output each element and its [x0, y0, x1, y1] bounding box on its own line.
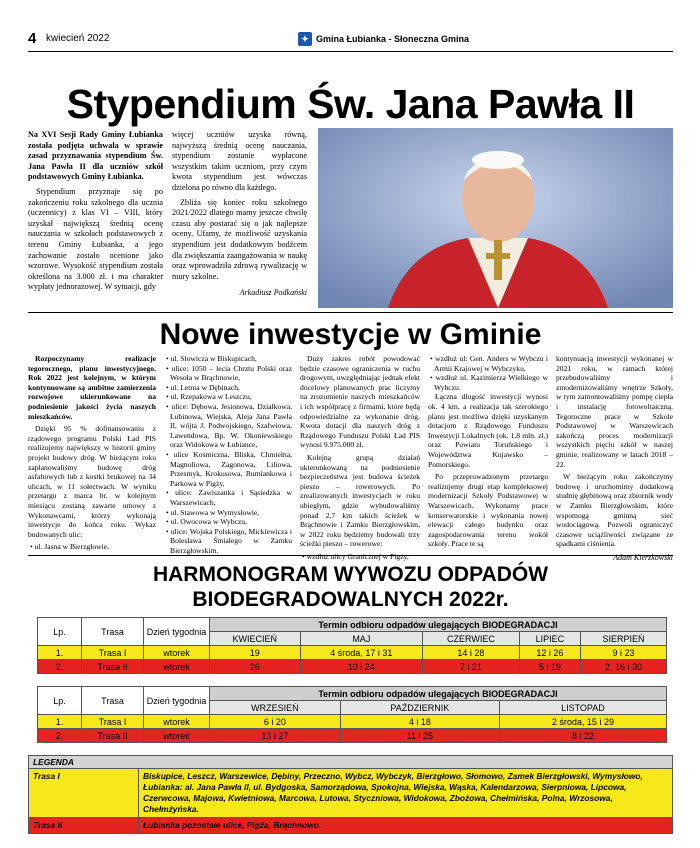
- row-date: 19: [210, 646, 301, 660]
- row-date: 8 i 22: [499, 729, 666, 743]
- schedule-table-2: [37, 686, 667, 743]
- table-row: [38, 715, 667, 729]
- list-item: • ul. Rzepakowa w Leszczu,: [164, 392, 292, 402]
- article1-paragraph: Stypendium przyznaje się po zakończeniu roku szkolnego dla ucznia (uczennicy) z klas VI – VIII, który uzyskał największą średnią ocenę nauczania w szkołach podstawowych z terenu Gminy Łubianka, a jego zachowanie zostało ocenione jako wzorowe. Wysokość stypendium została określona na 3.000 zł. i ma charakter wypłaty jednorazowej. W sytuacji, gdy: [28, 186, 163, 292]
- streets-list: [28, 542, 156, 552]
- article2-paragraph: kontynuacją inwestycji wykonanej w 2021 roku, w ramach której przebudowaliśmy i zmodernizowaliśmy wnętrze Szkoły, w tym zamontowaliśmy pompę ciepła i instalację fotowoltaiczną. Tegoroczne prace w Szkole Podstawowej w Warszewicach zakończą proces modernizacji wszystkich pięciu szkół w naszej gminie, realizowany w latach 2018 – 22.: [556, 354, 673, 469]
- list-item: • wzdłuż ulicy Granicznej w Pigży,: [300, 552, 420, 562]
- row-day: wtorek: [144, 729, 210, 743]
- article2-paragraph: W bieżącym roku zakończymy budowę i uruchomimy dodatkową studnię głębinową oraz zbiornik wody w Zamku Bierzgłowskim, które wspomogą gminną sieć wodociągową. Pozwoli ograniczyć czasowe uciążliwości związane ze spadkami ciśnienia.: [556, 472, 673, 549]
- month-header: CZERWIEC: [423, 632, 520, 646]
- row-day: wtorek: [144, 660, 210, 674]
- row-date: 26: [210, 660, 301, 674]
- term-header: Termin odbioru odpadów ulegających BIODEGRADACJI: [210, 618, 667, 632]
- row-trasa: Trasa II: [82, 660, 144, 674]
- row-day: wtorek: [144, 715, 210, 729]
- article2-paragraph: Kolejną grupą działań ukierunkowaną na podniesienie bezpieczeństwa jest budowa ścieżek pieszo – rowerowych. Po zrealizowanych inwestycjach w roku ubiegłym, gdzie wybudowaliśmy ponad 2,7 km takich ścieżek w Brąchnowie i Zamku Bierzgłowskim, w 2022 roku będziemy budowali trzy ścieżki pieszo – rowerowe:: [300, 452, 420, 549]
- pope-portrait-image: [318, 128, 673, 308]
- schedule-table-1: [37, 617, 667, 674]
- month-header: WRZESIEŃ: [210, 701, 341, 715]
- col-day: Dzień tygodnia: [144, 618, 210, 646]
- row-trasa: Trasa I: [82, 646, 144, 660]
- row-date: 2 środa, 15 i 29: [499, 715, 666, 729]
- section-headline: Nowe inwestycje w Gminie: [28, 312, 673, 353]
- legend-row: [29, 818, 672, 833]
- legend-key: Trasa II: [29, 818, 139, 833]
- row-date: 12 i 26: [519, 646, 580, 660]
- col-trasa: Trasa: [82, 687, 144, 715]
- article1-paragraph: Zbliża się koniec roku szkolnego 2021/2022 dlatego mamy jeszcze chwilę czasu aby postarać się o jak najlepsze oceny. Ufamy, że możliwość uzyskania stypendium jest dodatkowym bodźcem dla zwiększania zaangażowania w naukę oraz wprowadziła zdrową rywalizację w mury szkolne.: [172, 197, 307, 281]
- legend-title: LEGENDA: [29, 756, 672, 769]
- legend-key: Trasa I: [29, 769, 139, 817]
- row-date: 5 i 19: [519, 660, 580, 674]
- list-item: • ul. Owocowa w Wybczu,: [164, 517, 292, 527]
- row-lp: 2.: [38, 660, 82, 674]
- list-item: • wzdłuż ul: Gen. Anders w Wybczu i Armii Krajowej w Wybczyku,: [428, 354, 548, 373]
- row-trasa: Trasa I: [82, 715, 144, 729]
- schedule-title: [28, 552, 673, 612]
- month-header: SIERPIEŃ: [581, 632, 667, 646]
- schedule-title-line2: BIODEGRADOWALNYCH 2022r.: [192, 588, 509, 611]
- legend-value: Łubianka pozostałe ulice, Pigża, Brąchnowo.: [139, 818, 672, 833]
- list-item: • ulice: 1050 – lecia Chrztu Polski oraz Wesoła w Brąchnowie,: [164, 364, 292, 383]
- row-date: 11 i 25: [340, 729, 499, 743]
- article2-col1: [28, 354, 156, 552]
- month-header: PAŹDZIERNIK: [340, 701, 499, 715]
- month-header: MAJ: [300, 632, 423, 646]
- article2-paragraph: Dzięki 95 % dofinansowaniu z rządowego programu Polski Ład PIS realizujemy największy w historii gminy projekt budowy dróg. W bieżącym roku zaplanowaliśmy budowę dróg asfaltowych lub z kostki brukowej na 34 ulicach, w 11 sołectwach. W wyniku przetargu z marca br. w kolejnym miesiącu zostaną zawarte umowy z Wykonawcami, którzy wykonają inwestycje do końca roku. Wykaz budowanych ulic:: [28, 424, 156, 539]
- month-header: LIPIEC: [519, 632, 580, 646]
- row-date: 4 i 18: [340, 715, 499, 729]
- row-trasa: Trasa II: [82, 729, 144, 743]
- row-lp: 1.: [38, 646, 82, 660]
- article2-col4: [428, 354, 548, 552]
- list-item: • ul. Słowicza w Biskupicach,: [164, 354, 292, 364]
- article2-signature: Adam Kierzkowski: [613, 552, 673, 562]
- row-date: 9 i 23: [581, 646, 667, 660]
- list-item: • ulice: Wojska Polskiego, Mickiewicza i Bolesława Śmiałego w Zamku Bierzgłowskim.: [164, 527, 292, 556]
- article1-lead: Na XVI Sesji Rady Gminy Łubianka została podjęta uchwała w sprawie zasad przyznawania stypendium Św. Jana Pawła II dla uczniów szkół podstawowych Gminy Łubianka.: [28, 130, 163, 182]
- legend-row: [29, 769, 672, 818]
- list-item: • ulice: Dębowa, Jesionowa, Działkowa, Łubinowa, Wiejska, Aleja Jana Pawła II, wójta J. Podwojskiego, Szafwiowa, Lawendowa, Bp. W. Okoniewskiego oraz Widokowa w Łubiance,: [164, 402, 292, 450]
- row-day: wtorek: [144, 646, 210, 660]
- brand-name: Gmina Łubianka - Słoneczna Gmina: [316, 34, 470, 44]
- legend-box: [28, 755, 673, 834]
- list-item: • wzdłuż ul. Kazimierza Wielkiego w Wybczu.: [428, 373, 548, 392]
- row-date: 10 i 24: [300, 660, 423, 674]
- pope-photo: [318, 128, 673, 308]
- article2-paragraph: Duży zakres robót powodować będzie czasowe ograniczenia w ruchu drogowym, uwzględniając jednak efekt docelowy planowanych prac liczymy na zrozumienie naszych mieszkańców i ich współpracę z firmami, które będą odpowiedzialne za wykonanie dróg. Kwota dotacji dla naszych dróg z Rządowego Funduszu Polski Ład PIS wynosi 9.975.000 zł.: [300, 354, 420, 450]
- month-header: LISTOPAD: [499, 701, 666, 715]
- col-trasa: Trasa: [82, 618, 144, 646]
- article2-paragraph: Po przeprowadzonym przetargu realizujemy drugi etap kompleksowej modernizacji Szkoły Podstawowej w Warszewicach. Wykonamy prace konserwatorskie i wykonania nowej elewacji całego budynku oraz zagospodarowania terenu wokół szkoły. Prace te są: [428, 472, 548, 549]
- row-date: 4 środa, 17 i 31: [300, 646, 423, 660]
- row-date: 13 i 27: [210, 729, 341, 743]
- row-date: 2, 16 i 30: [581, 660, 667, 674]
- table-row: [38, 646, 667, 660]
- row-lp: 1.: [38, 715, 82, 729]
- streets-list: [164, 354, 292, 555]
- row-lp: 2.: [38, 729, 82, 743]
- legend-value: Biskupice, Leszcz, Warszewice, Dębiny, Przeczno, Wybcz, Wybczyk, Bierzgłowo, Słomowo, Zamek Bierzgłowski, Wymysłowo, Łubianka: al. Jana Pawła II, ul. Bydgoska, Samorządowa, Spokojna, Wiejska, Wąska, Kalendarzowa, Sierpniowa, Lipcowa, Czerwcowa, Majowa, Kwietniowa, Marcowa, Lutowa, Styczniowa, Widokowa, Zbożowa, Chełmińska, Polna, Wrzosowa, Chełmżyńska.: [139, 769, 672, 817]
- article2-paragraph: Łączna długość inwestycji wynosi ok. 4 km, a realizacja tak szerokiego planu jest możliwa dzięki uzyskanym dotacjom z Rządowego Funduszu Inwestycji Lokalnych (ok. 1,8 mln. zł.) oraz Powiatu Toruńskiego i Województwa Kujawsko – Pomorskiego.: [428, 392, 548, 469]
- table-row: [38, 660, 667, 674]
- col-day: Dzień tygodnia: [144, 687, 210, 715]
- article2-col2: [164, 354, 292, 555]
- col-lp: Lp.: [38, 687, 82, 715]
- article2-col5: [556, 354, 673, 562]
- article1-col1: [28, 130, 163, 297]
- list-item: • ulice: Zawiszanka i Sąsiedzka w Warszewicach,: [164, 488, 292, 507]
- page-header: [28, 30, 673, 52]
- article2-lead: Rozpoczynamy realizacje tegorocznego, planu inwestycyjnego. Rok 2022 jest kolejnym, w którym kontynuowane są ambitne zamierzenia rozwojowe ukierunkowane na podniesienie jakości życia naszych mieszkańców.: [28, 354, 156, 421]
- row-date: 6 i 20: [210, 715, 341, 729]
- list-item: • ul. Letnia w Dębinach,: [164, 383, 292, 393]
- paths-list: [428, 354, 548, 392]
- list-item: • ul. Stawowa w Wymysłowie,: [164, 508, 292, 518]
- month-header: KWIECIEŃ: [210, 632, 301, 646]
- brand: [298, 32, 469, 46]
- article2-col3: [300, 354, 420, 561]
- schedule-title-line1: HARMONOGRAM WYWOZU ODPADÓW: [152, 563, 549, 586]
- term-header: Termin odbioru odpadów ulegających BIODEGRADACJI: [210, 687, 667, 701]
- article1-signature: Arkadiusz Podkański: [239, 288, 307, 298]
- row-date: 7 i 21: [423, 660, 520, 674]
- gmina-logo-icon: ✦: [298, 32, 312, 46]
- list-item: • ulice Kosmiczna, Bliska, Chmielna, Magnoliowa, Zagonowa, Liliowa, Przesmyk, Krokusowa, Rumiankowa i Parkowa w Pigży,: [164, 450, 292, 488]
- col-lp: Lp.: [38, 618, 82, 646]
- table-row: [38, 729, 667, 743]
- issue-date: kwiecień 2022: [46, 33, 110, 44]
- row-date: 14 i 28: [423, 646, 520, 660]
- article-headline: Stypendium Św. Jana Pawła II: [66, 81, 635, 127]
- article1-col2: [172, 130, 307, 299]
- list-item: • ul. Jasna w Bierzgłowie,: [28, 542, 156, 552]
- page-number: 4: [28, 30, 37, 47]
- article1-paragraph: więcej uczniów uzyska równą, najwyższą średnią ocenę nauczania, stypendium zostanie wypłacone wszystkim takim uczniom, przy czym kwota stypendium jest wówczas dzielona po równo dla każdego.: [172, 130, 307, 192]
